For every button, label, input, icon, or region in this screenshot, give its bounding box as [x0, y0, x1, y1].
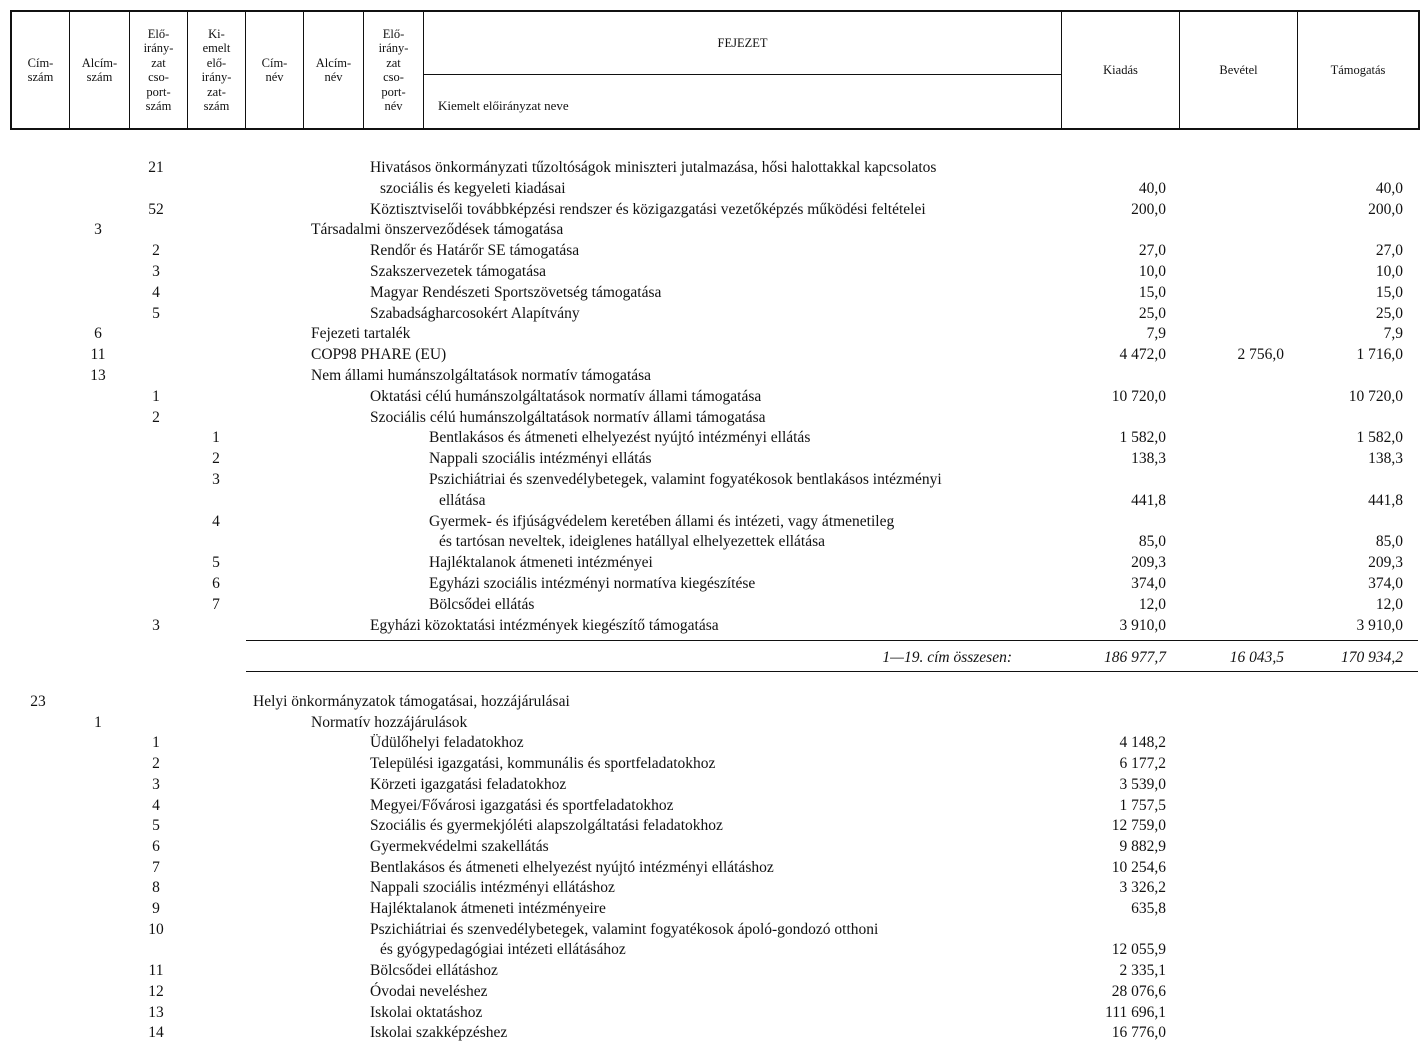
row-code-c3: 5	[152, 304, 160, 322]
row-code-c3: 10	[148, 920, 164, 938]
row-code-c4: 7	[212, 595, 220, 613]
table-row	[0, 428, 1428, 448]
row-kiadas: 1 757,5	[1119, 796, 1166, 814]
row-title: Hivatásos önkormányzati tűzoltóságok miniszteri jutalmazása, hősi halottakkal kapcsolatos	[370, 159, 937, 176]
header-kiemelt-nev: Kiemelt előirányzat neve	[438, 98, 569, 113]
row-kiadas: 12 759,0	[1111, 817, 1166, 835]
summary-label: 1—19. cím összesen:	[882, 649, 1012, 666]
row-title: Hajléktalanok átmeneti intézményeire	[370, 900, 606, 917]
row-title: szociális és kegyeleti kiadásai	[380, 179, 566, 197]
table-row	[0, 595, 1428, 615]
row-tamog: 40,0	[1375, 179, 1403, 197]
header-eloiranyzat-csoport-szam	[130, 12, 188, 128]
header-alcimszam	[70, 12, 130, 128]
row-kiadas: 28 076,6	[1111, 982, 1166, 1000]
table-row	[0, 920, 1428, 940]
row-kiadas: 9 882,9	[1119, 837, 1166, 855]
row-title: COP98 PHARE (EU)	[311, 346, 447, 364]
row-kiadas: 3 539,0	[1119, 775, 1166, 793]
header-cimszam	[12, 12, 70, 128]
row-code-c3: 9	[152, 900, 160, 917]
header-cimnev	[246, 12, 304, 128]
table-row	[0, 796, 1428, 816]
row-title: Iskolai szakképzéshez	[370, 1024, 508, 1042]
row-code-c3: 1	[152, 734, 160, 752]
row-title: és tartósan neveltek, ideiglenes hatállyal elhelyezettek ellátása	[439, 533, 826, 551]
header-bevetel-label: Bevétel	[1219, 62, 1258, 77]
table-row	[0, 200, 1428, 220]
table-row	[0, 512, 1428, 532]
row-title: Bentlakásos és átmeneti elhelyezést nyújtó intézményi ellátás	[429, 429, 811, 447]
table-row	[0, 713, 1428, 733]
table-row	[0, 692, 1428, 712]
row-code-c4: 1	[212, 429, 220, 447]
row-title: Szabadságharcosokért Alapítvány	[370, 304, 580, 322]
table-row	[0, 899, 1428, 919]
row-kiadas: 2 335,1	[1119, 962, 1166, 980]
row-title: Köztisztviselői továbbképzési rendszer és közigazgatási vezetőképzés működési feltételei	[370, 200, 926, 218]
row-code-c3: 14	[148, 1024, 164, 1042]
table-row	[0, 574, 1428, 594]
row-title: Megyei/Fővárosi igazgatási és sportfeladatokhoz	[370, 796, 674, 814]
header-alcimnev	[304, 12, 364, 128]
row-bevetel: 2 756,0	[1237, 346, 1284, 364]
header-kiadas	[1062, 12, 1180, 128]
header-cimszam-label: Cím- szám	[27, 55, 54, 84]
row-code-c3: 2	[152, 242, 160, 260]
row-code-c3: 4	[152, 796, 160, 814]
row-title: Gyermek- és ifjúságvédelem keretében állami és intézeti, vagy átmenetileg	[429, 512, 895, 530]
table-row	[0, 775, 1428, 795]
row-kiadas: 1 582,0	[1119, 429, 1166, 447]
row-tamog: 25,0	[1375, 304, 1403, 322]
header-alcimszam-label: Alcím- szám	[81, 55, 118, 84]
summary-tamogatas: 170 934,2	[1341, 649, 1403, 666]
row-title: Bölcsődei ellátáshoz	[370, 962, 498, 980]
header-cimnev-label: Cím- név	[261, 55, 288, 84]
row-kiadas: 85,0	[1138, 533, 1166, 551]
row-tamog: 1 716,0	[1356, 346, 1403, 364]
row-title: Pszichiátriai és szenvedélybetegek, valamint fogyatékosok ápoló-gondozó otthoni	[370, 920, 879, 938]
row-tamog: 85,0	[1375, 533, 1403, 551]
row-kiadas: 441,8	[1131, 491, 1166, 509]
header-kiemelt-eloiranyzat-szam-label: Ki- emelt elő- irány- zat- szám	[201, 26, 232, 113]
row-tamog: 209,3	[1368, 554, 1403, 572]
row-title: Fejezeti tartalék	[311, 325, 411, 343]
table-row	[0, 158, 1428, 178]
row-title: Települési igazgatási, kommunális és sportfeladatokhoz	[370, 755, 716, 773]
table-row	[0, 345, 1428, 365]
row-kiadas: 111 696,1	[1105, 1003, 1166, 1021]
row-kiadas: 15,0	[1138, 283, 1166, 301]
row-title: ellátása	[439, 491, 486, 509]
row-tamog: 10,0	[1375, 263, 1403, 280]
table-row	[0, 1023, 1428, 1043]
row-title: Körzeti igazgatási feladatokhoz	[370, 775, 567, 793]
row-kiadas: 4 472,0	[1119, 346, 1166, 364]
table-row	[0, 858, 1428, 878]
summary-row	[0, 648, 1428, 668]
row-kiadas: 12,0	[1138, 595, 1166, 613]
summary-kiadas: 186 977,7	[1104, 649, 1166, 666]
row-title: Szociális célú humánszolgáltatások normatív állami támogatása	[370, 408, 766, 426]
table-row	[0, 616, 1428, 636]
table-row	[0, 449, 1428, 469]
row-kiadas: 10 720,0	[1111, 387, 1166, 405]
row-code-c3: 21	[148, 159, 164, 176]
table-row	[0, 179, 1428, 199]
table-row	[0, 816, 1428, 836]
row-tamog: 138,3	[1368, 450, 1403, 468]
table-row	[0, 837, 1428, 857]
row-code-c3: 13	[148, 1003, 164, 1021]
row-kiadas: 10 254,6	[1111, 858, 1166, 876]
table-row	[0, 940, 1428, 960]
row-code-c4: 6	[212, 575, 220, 592]
row-code-c3: 4	[152, 283, 160, 301]
table-header	[10, 10, 1420, 130]
row-code-c4: 4	[212, 512, 220, 530]
table-row	[0, 878, 1428, 898]
header-fejezet-title: FEJEZET	[424, 12, 1061, 75]
table-row	[0, 241, 1428, 261]
row-kiadas: 635,8	[1131, 900, 1166, 917]
row-title: Iskolai oktatáshoz	[370, 1003, 483, 1021]
row-title: Helyi önkormányzatok támogatásai, hozzájárulásai	[253, 693, 570, 710]
summary-rule	[246, 640, 1418, 641]
table-row	[0, 304, 1428, 324]
summary-rule-bottom	[246, 671, 1418, 672]
table-row	[0, 283, 1428, 303]
row-tamog: 10 720,0	[1348, 387, 1403, 405]
row-title: Gyermekvédelmi szakellátás	[370, 837, 549, 855]
row-kiadas: 25,0	[1138, 304, 1166, 322]
row-code-c3: 12	[148, 982, 164, 1000]
row-kiadas: 16 776,0	[1111, 1024, 1166, 1042]
table-row	[0, 1003, 1428, 1023]
row-tamog: 441,8	[1368, 491, 1403, 509]
header-alcimnev-label: Alcím- név	[315, 55, 352, 84]
table-row	[0, 408, 1428, 428]
header-eloiranyzat-csoport-szam-label: Elő- irány- zat cso- port- szám	[143, 26, 174, 113]
row-code-c1: 23	[30, 693, 46, 710]
row-tamog: 200,0	[1368, 200, 1403, 218]
row-code-c3: 3	[152, 616, 160, 634]
row-code-c3: 3	[152, 263, 160, 280]
header-eloiranyzat-csoport-nev-label: Elő- irány- zat cso- port- név	[378, 26, 409, 113]
row-kiadas: 374,0	[1131, 575, 1166, 592]
row-code-c3: 8	[152, 879, 160, 897]
row-title: Rendőr és Határőr SE támogatása	[370, 242, 580, 260]
row-tamog: 1 582,0	[1356, 429, 1403, 447]
header-fejezet	[424, 12, 1062, 128]
header-tamogatas-label: Támogatás	[1330, 62, 1386, 77]
row-title: Nappali szociális intézményi ellátás	[429, 450, 652, 468]
row-title: Egyházi szociális intézményi normatíva kiegészítése	[429, 575, 756, 592]
row-title: Magyar Rendészeti Sportszövetség támogatása	[370, 283, 662, 301]
header-tamogatas	[1298, 12, 1418, 128]
row-kiadas: 4 148,2	[1119, 734, 1166, 752]
header-kiadas-label: Kiadás	[1103, 62, 1138, 77]
table-row	[0, 262, 1428, 282]
row-code-c4: 5	[212, 554, 220, 572]
table-row	[0, 470, 1428, 490]
header-bevetel	[1180, 12, 1298, 128]
row-tamog: 374,0	[1368, 575, 1403, 592]
row-title: Normatív hozzájárulások	[311, 713, 468, 731]
row-code-c3: 5	[152, 817, 160, 835]
row-title: Szociális és gyermekjóléti alapszolgáltatási feladatokhoz	[370, 817, 723, 835]
table-row	[0, 220, 1428, 240]
row-kiadas: 27,0	[1138, 242, 1166, 260]
row-kiadas: 200,0	[1131, 200, 1166, 218]
row-code-c3: 3	[152, 775, 160, 793]
row-title: Hajléktalanok átmeneti intézményei	[429, 554, 653, 572]
row-tamog: 12,0	[1375, 595, 1403, 613]
row-title: Nappali szociális intézményi ellátáshoz	[370, 879, 615, 897]
table-row	[0, 491, 1428, 511]
row-title: és gyógypedagógiai intézeti ellátásához	[380, 941, 626, 959]
row-code-c2: 11	[90, 346, 106, 364]
row-title: Óvodai neveléshez	[370, 982, 488, 1000]
row-tamog: 27,0	[1375, 242, 1403, 260]
header-eloiranyzat-csoport-nev	[364, 12, 424, 128]
table-row	[0, 982, 1428, 1002]
row-kiadas: 3 910,0	[1119, 616, 1166, 634]
row-title: Üdülőhelyi feladatokhoz	[370, 734, 524, 752]
row-code-c3: 6	[152, 837, 160, 855]
row-code-c3: 52	[148, 200, 164, 218]
row-code-c3: 7	[152, 858, 160, 876]
row-code-c3: 11	[148, 962, 164, 980]
row-title: Egyházi közoktatási intézmények kiegészítő támogatása	[370, 616, 719, 634]
row-tamog: 7,9	[1383, 325, 1403, 343]
row-kiadas: 10,0	[1138, 263, 1166, 280]
table-row	[0, 961, 1428, 981]
table-row	[0, 754, 1428, 774]
row-title: Bentlakásos és átmeneti elhelyezést nyújtó intézményi ellátáshoz	[370, 858, 774, 876]
table-row	[0, 733, 1428, 753]
row-kiadas: 6 177,2	[1119, 755, 1166, 773]
row-code-c3: 2	[152, 755, 160, 773]
row-kiadas: 40,0	[1138, 179, 1166, 197]
row-code-c2: 3	[94, 221, 102, 239]
row-title: Pszichiátriai és szenvedélybetegek, valamint fogyatékosok bentlakásos intézményi	[429, 471, 942, 488]
row-code-c3: 1	[152, 387, 160, 405]
row-kiadas: 3 326,2	[1119, 879, 1166, 897]
row-title: Társadalmi önszerveződések támogatása	[311, 221, 564, 239]
row-title: Szakszervezetek támogatása	[370, 263, 547, 280]
row-code-c2: 6	[94, 325, 102, 343]
row-kiadas: 138,3	[1131, 450, 1166, 468]
row-title: Nem állami humánszolgáltatások normatív támogatása	[311, 367, 652, 384]
row-code-c4: 3	[212, 471, 220, 488]
row-kiadas: 209,3	[1131, 554, 1166, 572]
table-row	[0, 387, 1428, 407]
header-kiemelt-eloiranyzat-szam	[188, 12, 246, 128]
summary-bevetel: 16 043,5	[1229, 649, 1284, 666]
row-tamog: 3 910,0	[1356, 616, 1403, 634]
table-row	[0, 553, 1428, 573]
row-title: Bölcsődei ellátás	[429, 595, 535, 613]
row-code-c2: 1	[94, 713, 102, 731]
row-kiadas: 12 055,9	[1111, 941, 1166, 959]
row-code-c2: 13	[90, 367, 106, 384]
row-code-c4: 2	[212, 450, 220, 468]
table-row	[0, 324, 1428, 344]
row-title: Oktatási célú humánszolgáltatások normatív állami támogatása	[370, 387, 762, 405]
table-row	[0, 532, 1428, 552]
row-code-c3: 2	[152, 408, 160, 426]
table-row	[0, 366, 1428, 386]
row-kiadas: 7,9	[1146, 325, 1166, 343]
row-tamog: 15,0	[1375, 283, 1403, 301]
